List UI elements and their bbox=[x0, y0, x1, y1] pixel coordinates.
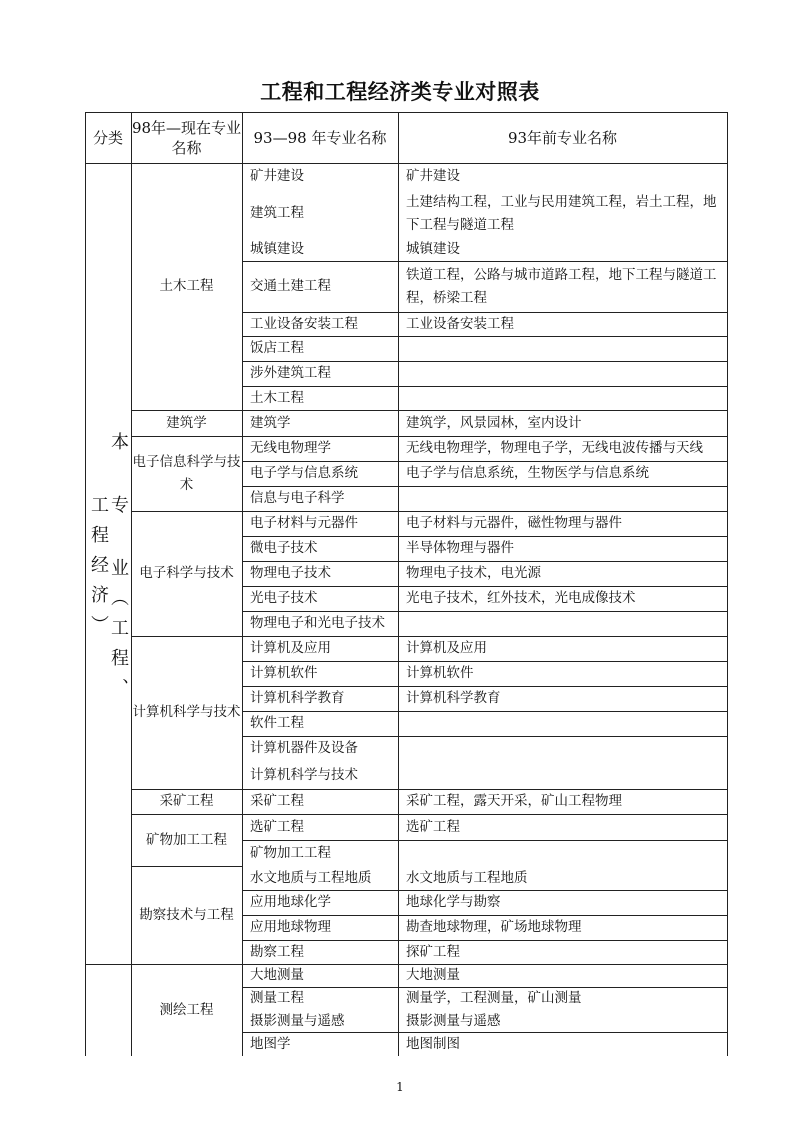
row-pre-93-major: 矿井建设 bbox=[406, 167, 460, 184]
row-pre-93-major: 城镇建设 bbox=[406, 241, 460, 257]
row-93-98-major: 大地测量 bbox=[250, 967, 304, 983]
row-93-98-major: 无线电物理学 bbox=[250, 440, 331, 456]
row-93-98-major: 计算机科学教育 bbox=[250, 690, 345, 706]
group-label: 建筑学 bbox=[166, 414, 207, 431]
group-label: 测绘工程 bbox=[159, 1001, 214, 1018]
row-93-98-major: 勘察工程 bbox=[250, 943, 304, 960]
row-93-98-major: 土木工程 bbox=[250, 389, 304, 406]
group-label: 土木工程 bbox=[159, 278, 214, 294]
row-93-98-major: 计算机及应用 bbox=[250, 640, 331, 656]
row-pre-93-major bbox=[398, 611, 727, 636]
row-pre-93-major bbox=[398, 736, 727, 761]
row-93-98-major: 摄影测量与遥感 bbox=[250, 1012, 345, 1029]
row-pre-93-major: 测量学，工程测量，矿山测量 bbox=[406, 990, 582, 1006]
row-pre-93-major: 铁道工程，公路与城市道路工程，地下工程与隧道工程，桥梁工程 bbox=[406, 266, 717, 306]
row-93-98-major: 建筑工程 bbox=[250, 205, 304, 221]
row-pre-93-major bbox=[398, 336, 727, 361]
page-title: 工程和工程经济类专业对照表 bbox=[260, 80, 540, 104]
row-93-98-major: 地图学 bbox=[250, 1035, 291, 1052]
row-93-98-major: 电子材料与元器件 bbox=[250, 515, 358, 531]
row-pre-93-major: 水文地质与工程地质 bbox=[406, 869, 528, 886]
row-93-98-major: 饭店工程 bbox=[250, 340, 304, 356]
category-main: 本 专 业（工程、工程经济） bbox=[88, 432, 129, 708]
row-pre-93-major: 无线电物理学，物理电子学，无线电波传播与天线 bbox=[406, 440, 703, 456]
row-pre-93-major: 勘查地球物理，矿场地球物理 bbox=[406, 919, 582, 935]
header-category: 分类 bbox=[92, 128, 123, 147]
row-pre-93-major: 光电子技术，红外技术，光电成像技术 bbox=[406, 590, 636, 606]
group-label: 计算机科学与技术 bbox=[132, 704, 241, 720]
row-93-98-major: 选矿工程 bbox=[250, 818, 304, 835]
row-93-98-major: 微电子技术 bbox=[250, 540, 318, 556]
row-pre-93-major: 土建结构工程，工业与民用建筑工程，岩土工程，地下工程与隧道工程 bbox=[406, 193, 717, 233]
row-pre-93-major: 物理电子技术，电光源 bbox=[406, 565, 541, 581]
row-93-98-major: 计算机科学与技术 bbox=[250, 766, 358, 783]
row-pre-93-major: 半导体物理与器件 bbox=[406, 540, 514, 556]
row-93-98-major: 矿井建设 bbox=[250, 167, 304, 184]
row-pre-93-major: 计算机软件 bbox=[406, 665, 474, 681]
row-pre-93-major: 电子学与信息系统，生物医学与信息系统 bbox=[406, 465, 649, 481]
group-label: 电子科学与技术 bbox=[139, 565, 234, 581]
row-pre-93-major bbox=[398, 386, 727, 410]
row-93-98-major: 信息与电子科学 bbox=[250, 490, 345, 506]
table-rule bbox=[727, 112, 728, 1056]
group-label: 勘察技术与工程 bbox=[139, 906, 234, 923]
row-pre-93-major bbox=[398, 711, 727, 736]
row-pre-93-major bbox=[398, 840, 727, 866]
row-93-98-major: 城镇建设 bbox=[250, 241, 304, 257]
row-93-98-major: 采矿工程 bbox=[250, 793, 304, 809]
row-pre-93-major: 探矿工程 bbox=[406, 943, 460, 960]
page-number: 1 bbox=[396, 1080, 404, 1094]
row-pre-93-major: 选矿工程 bbox=[406, 818, 460, 835]
group-label: 采矿工程 bbox=[159, 793, 214, 809]
row-93-98-major: 水文地质与工程地质 bbox=[250, 869, 372, 886]
row-93-98-major: 光电子技术 bbox=[250, 590, 318, 606]
row-93-98-major: 计算机器件及设备 bbox=[250, 740, 358, 756]
row-93-98-major: 物理电子和光电子技术 bbox=[250, 615, 385, 631]
row-93-98-major: 软件工程 bbox=[250, 715, 304, 731]
row-93-98-major: 交通土建工程 bbox=[250, 278, 331, 294]
row-pre-93-major bbox=[398, 361, 727, 386]
row-pre-93-major: 大地测量 bbox=[406, 967, 460, 983]
header-93-98-major: 93—98 年专业名称 bbox=[253, 128, 387, 147]
row-93-98-major: 应用地球化学 bbox=[250, 894, 331, 910]
row-93-98-major: 测量工程 bbox=[250, 990, 304, 1006]
table-rule bbox=[131, 866, 242, 867]
row-93-98-major: 涉外建筑工程 bbox=[250, 365, 331, 381]
row-pre-93-major: 地图制图 bbox=[406, 1035, 460, 1052]
row-pre-93-major: 工业设备安装工程 bbox=[406, 315, 514, 332]
table-rule bbox=[85, 964, 131, 965]
row-pre-93-major: 地球化学与勘察 bbox=[406, 894, 501, 910]
group-label: 电子信息科学与技术 bbox=[132, 453, 241, 493]
row-93-98-major: 物理电子技术 bbox=[250, 565, 331, 581]
row-93-98-major: 应用地球物理 bbox=[250, 919, 331, 935]
row-pre-93-major: 建筑学，风景园林，室内设计 bbox=[406, 414, 582, 431]
row-93-98-major: 电子学与信息系统 bbox=[250, 465, 358, 481]
row-pre-93-major bbox=[398, 486, 727, 511]
row-pre-93-major: 计算机及应用 bbox=[406, 640, 487, 656]
row-pre-93-major: 计算机科学教育 bbox=[406, 690, 501, 706]
row-pre-93-major: 采矿工程，露天开采，矿山工程物理 bbox=[406, 793, 622, 809]
header-pre-93-major: 93年前专业名称 bbox=[507, 128, 618, 147]
row-93-98-major: 矿物加工工程 bbox=[250, 844, 331, 861]
row-93-98-major: 建筑学 bbox=[250, 414, 291, 431]
row-pre-93-major: 摄影测量与遥感 bbox=[406, 1012, 501, 1029]
row-93-98-major: 计算机软件 bbox=[250, 665, 318, 681]
row-93-98-major: 工业设备安装工程 bbox=[250, 315, 358, 332]
row-pre-93-major bbox=[398, 761, 727, 789]
header-current-major: 98年—现在专业名称 bbox=[131, 118, 242, 157]
group-label: 矿物加工工程 bbox=[146, 831, 227, 848]
row-pre-93-major: 电子材料与元器件，磁性物理与器件 bbox=[406, 515, 622, 531]
